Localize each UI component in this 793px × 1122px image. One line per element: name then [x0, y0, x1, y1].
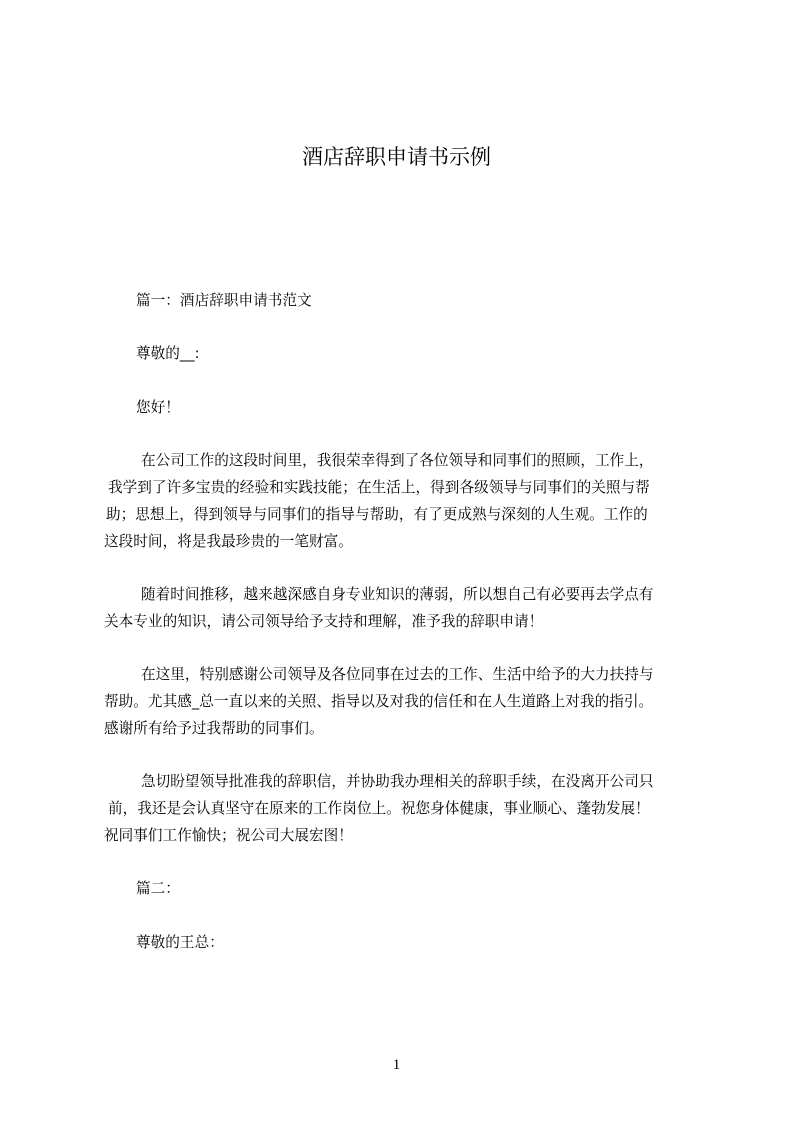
document-title: 酒店辞职申请书示例 [302, 145, 491, 169]
paragraph-1-line-2: 我学到了许多宝贵的经验和实践技能；在生活上，得到各级领导与同事们的关照与帮 [108, 479, 650, 496]
paragraph-3-line-1: 在这里，特别感谢公司领导及各位同事在过去的工作、生活中给予的大力扶持与 [141, 666, 654, 683]
paragraph-1-line-3: 助；思想上，得到领导与同事们的指导与帮助，有了更成熟与深刻的人生观。工作的 [106, 506, 648, 523]
section-heading-2: 篇二： [136, 880, 180, 897]
paragraph-1-line-1: 在公司工作的这段时间里，我很荣幸得到了各位领导和同事们的照顾，工作上， [141, 452, 654, 469]
paragraph-4-line-3: 祝同事们工作愉快；祝公司大展宏图！ [104, 827, 353, 844]
page-number: 1 [392, 1057, 401, 1073]
paragraph-2-line-1: 随着时间推移，越来越深感自身专业知识的薄弱，所以想自己有必要再去学点有 [141, 586, 654, 603]
paragraph-3-line-2: 帮助。尤其感_总一直以来的关照、指导以及对我的信任和在人生道路上对我的指引。 [104, 693, 654, 710]
salutation-2: 尊敬的王总： [136, 934, 224, 951]
paragraph-4-line-2: 前，我还是会认真坚守在原来的工作岗位上。祝您身体健康，事业顺心、蓬勃发展！ [108, 800, 650, 817]
paragraph-3-line-3: 感谢所有给予过我帮助的同事们。 [104, 720, 324, 737]
paragraph-2-line-2: 关本专业的知识，请公司领导给予支持和理解，准予我的辞职申请！ [104, 613, 544, 630]
paragraph-4-line-1: 急切盼望领导批准我的辞职信，并协助我办理相关的辞职手续，在没离开公司只 [141, 773, 654, 790]
paragraph-1-line-4: 这段时间，将是我最珍贵的一笔财富。 [104, 533, 353, 550]
salutation-1: 尊敬的__: [136, 345, 200, 362]
greeting: 您好！ [136, 399, 180, 416]
section-heading-1: 篇一：酒店辞职申请书范文 [136, 292, 312, 309]
